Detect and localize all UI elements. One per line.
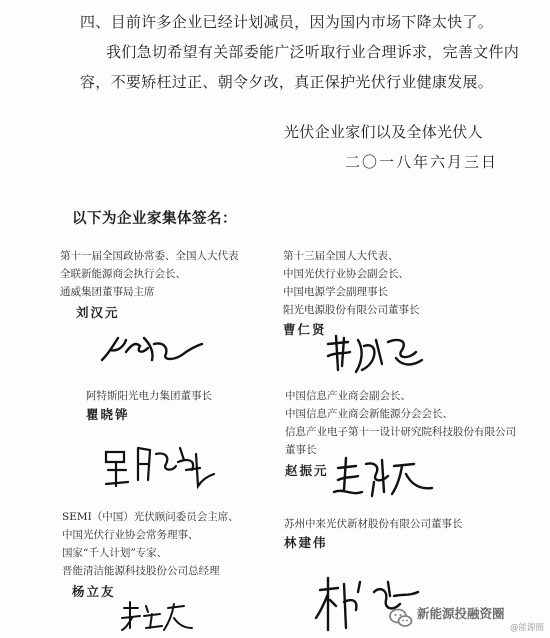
watermark: [389, 604, 544, 634]
signatory-title-line: 中国信息产业商会副会长、: [285, 390, 411, 402]
appeal-line-2: 容，不要矫枉过正、朝令夕改，真正保护光伏行业健康发展。: [80, 73, 494, 91]
wechat-icon: [389, 608, 413, 628]
signatory-title-line: 苏州中来光伏新材股份有限公司董事长: [284, 518, 463, 530]
signatory-title-line: 通威集团董事局主席: [60, 286, 155, 298]
signoff: 光伏企业家们以及全体光伏人: [284, 123, 483, 141]
signatory-title-line: 第十一届全国政协常委、全国人大代表: [60, 250, 239, 262]
letter-date: 二〇一八年六月三日: [345, 153, 499, 171]
signatory-title-line: 晋能清洁能源科技股份公司总经理: [62, 565, 220, 577]
signatory-title-line: 阳光电源股份有限公司董事长: [283, 304, 420, 316]
handwritten-signature: [322, 330, 432, 380]
signatory-name: 瞿晓铧: [86, 407, 130, 422]
signatory-title-line: SEMI（中国）光伏顾问委员会主席、: [62, 511, 239, 523]
signatory-name: 林建伟: [284, 535, 328, 550]
signatures-heading: 以下为企业家集体签名：: [72, 210, 237, 227]
handwritten-signature: [118, 598, 198, 634]
signatory-title-line: 董事长: [285, 444, 317, 456]
signatory-name: 赵振元: [285, 463, 329, 478]
signatory-name: 曹仁贤: [283, 322, 327, 337]
signatory-title-line: 中国电源学会副理事长: [283, 286, 388, 298]
signatory-title-line: 中国光伏行业协会常务理事、: [62, 529, 199, 541]
signatory-title-line: 中国光伏行业协会副会长、: [283, 268, 409, 280]
appeal-line-1: 我们急切希望有关部委能广泛听取行业合理诉求，完善文件内: [106, 43, 520, 61]
signatory-name: 杨立友: [72, 584, 116, 599]
point-four-paragraph: 四、目前许多企业已经计划减员，因为国内市场下降太快了。: [80, 13, 494, 31]
handwritten-signature: [96, 322, 206, 372]
signatory-title-line: 中国信息产业商会新能源分会会长、: [285, 408, 453, 420]
signatory-title-line: 信息产业电子第十一设计研究院科技股份有限公司: [285, 426, 516, 438]
handwritten-signature: [330, 452, 440, 502]
watermark-handle: @能源圈: [509, 623, 544, 633]
signatory-title-line: 第十三届全国人大代表、: [283, 250, 399, 262]
signatory-name: 刘汉元: [76, 305, 120, 320]
signatory-title-line: 全联新能源商会执行会长、: [60, 268, 186, 280]
handwritten-signature: [100, 440, 220, 492]
signatory-title-line: 阿特斯阳光电力集团董事长: [86, 390, 212, 402]
signatory-title-line: 国家“千人计划”专家、: [62, 547, 168, 559]
watermark-text: 新能源投融资圈: [417, 606, 505, 621]
